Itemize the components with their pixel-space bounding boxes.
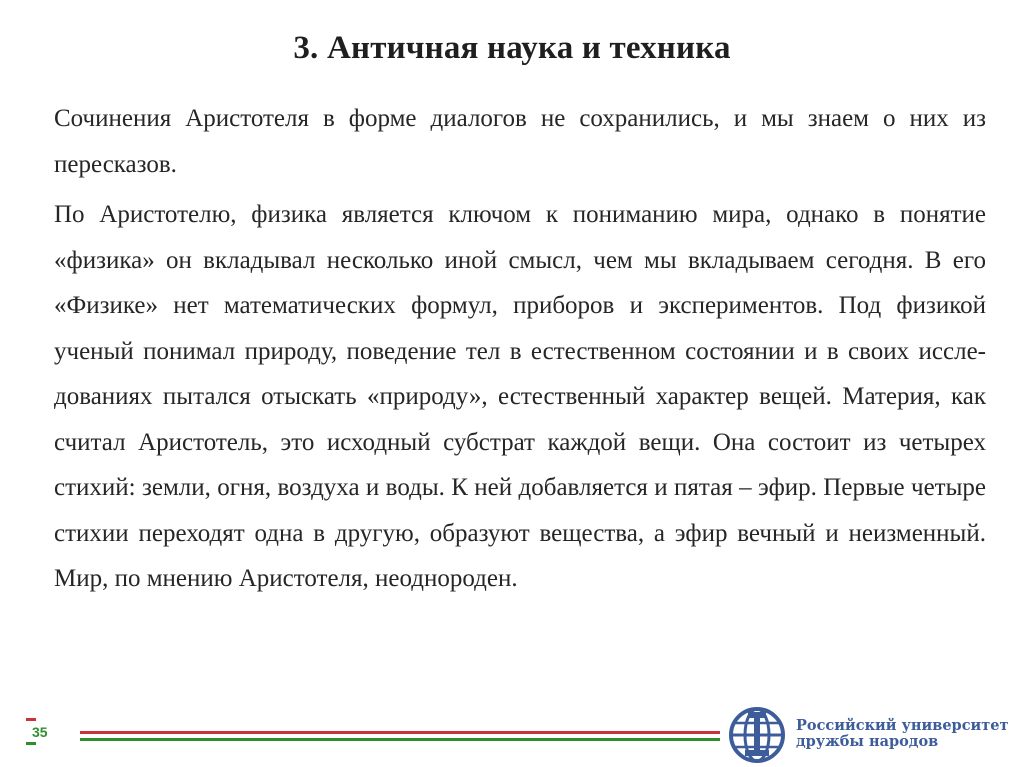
university-name-line1: Российский университет: [796, 717, 1009, 734]
slide-footer: [0, 700, 1024, 767]
paragraph-intro: Сочинения Аристотеля в форме диалогов не сохранились, и мы знаем о них из пересказов.: [54, 105, 986, 178]
footer-accent-green: [26, 742, 36, 745]
slide-title: 3. Античная наука и техника: [293, 30, 731, 66]
slide-body: [54, 96, 986, 602]
university-globe-logo-icon: [728, 706, 786, 764]
footer-accent-red: [26, 718, 36, 721]
footer-divider-green: [80, 738, 720, 741]
university-name: [796, 718, 1008, 750]
paragraph-physics: По Аристотелю, физика является ключом к пониманию мира, однако в понятие «физика» он вкладывал несколько иной смысл, чем мы вкладываем сегодня. В его «Физике» нет математических формул, приборов и экспериментов. Под физикой ученый понимал природу, поведение тел в естественном состоянии и в своих иссле-дованиях пытался отыскать «природу», естественный характер вещей. Материя, как считал Аристотель, это исходный субстрат каждой вещи. Она состоит из четырех стихий: земли, огня, воздуха и воды. К ней добавляется и пятая – эфир. Первые четыре стихии переходят одна в другую, образуют вещества, а эфир вечный и неизменный. Мир, по мнению Аристотеля, неоднороден.: [54, 201, 986, 592]
slide-number: 35: [32, 724, 48, 740]
footer-divider-red: [80, 731, 720, 734]
university-name-line2: дружбы народов: [796, 733, 939, 750]
